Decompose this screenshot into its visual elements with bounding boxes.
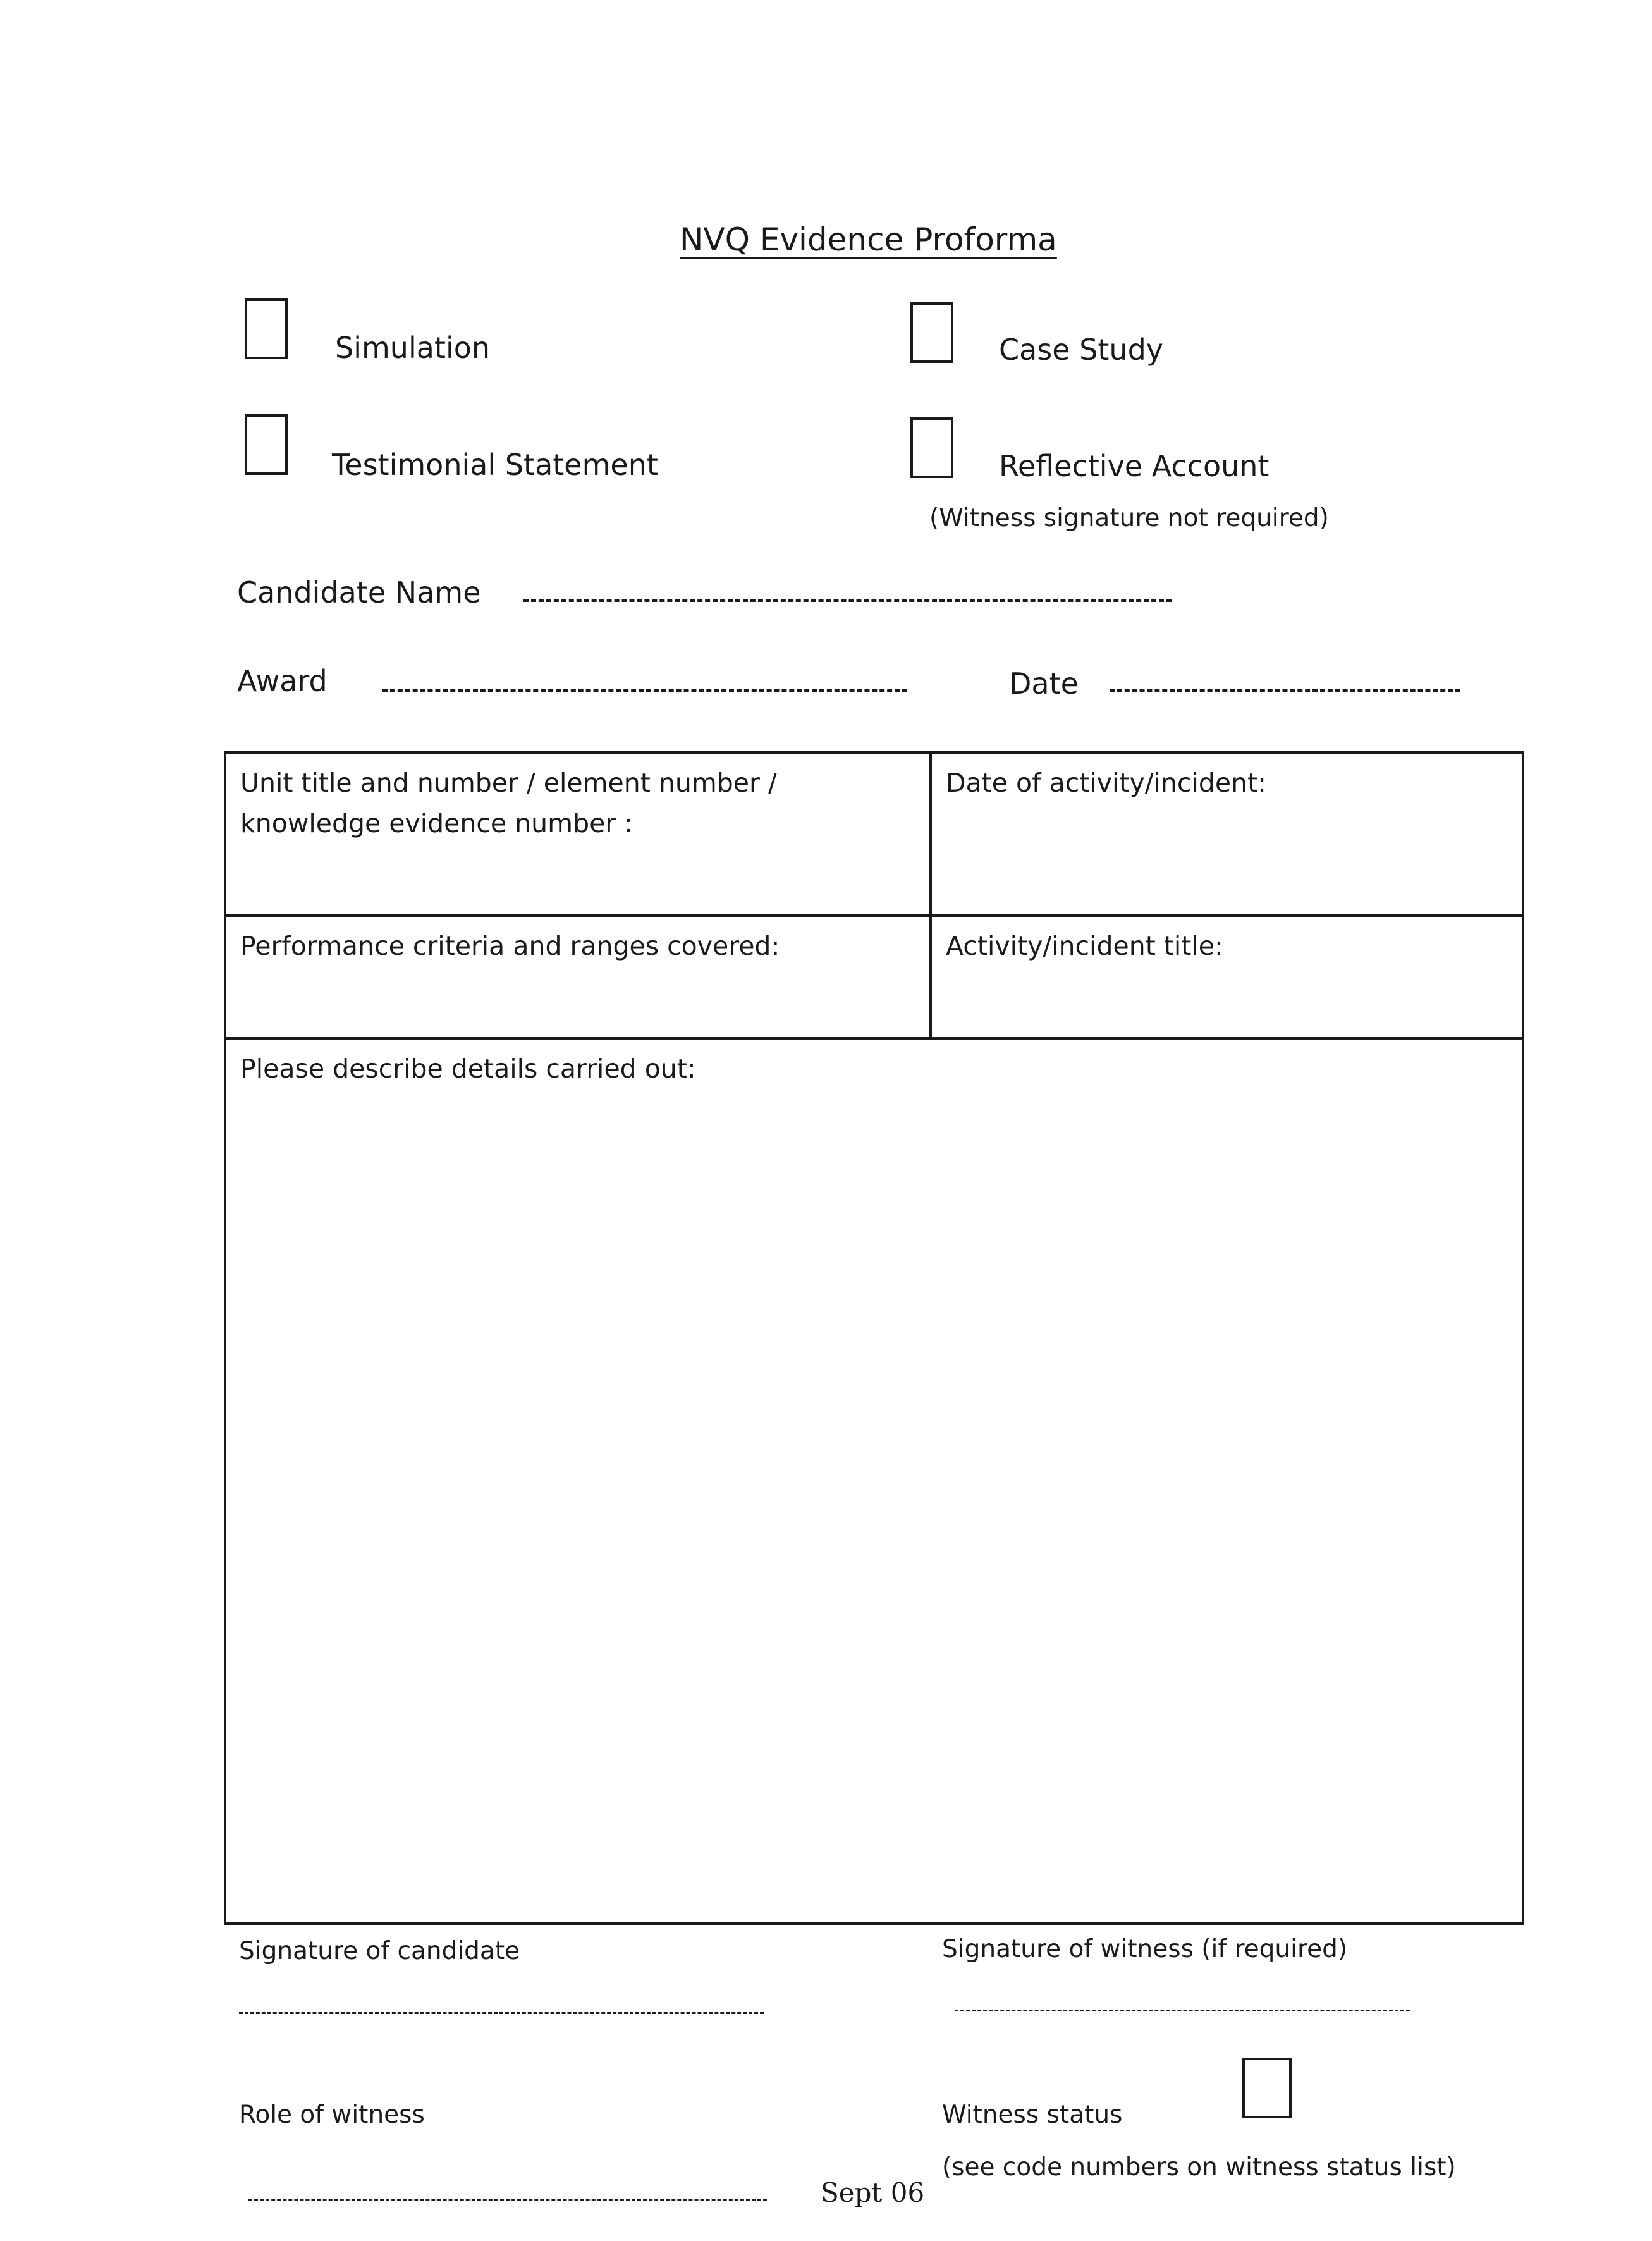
testimonial-statement-checkbox[interactable] — [245, 414, 288, 475]
role-of-witness-label: Role of witness — [239, 2101, 425, 2129]
witness-signature-field[interactable] — [955, 2010, 1410, 2011]
activity-title-label: Activity/incident title: — [946, 931, 1223, 961]
performance-criteria-label: Performance criteria and ranges covered: — [240, 931, 780, 961]
case-study-label: Case Study — [999, 333, 1164, 367]
simulation-label: Simulation — [335, 331, 491, 365]
unit-title-label: Unit title and number / element number / knowledge evidence number : — [240, 768, 777, 838]
evidence-table — [224, 751, 1524, 1925]
award-field[interactable] — [382, 689, 907, 692]
details-cell[interactable] — [226, 1040, 1522, 1922]
witness-status-note: (see code numbers on witness status list) — [942, 2153, 1456, 2182]
reflective-account-label: Reflective Account — [999, 449, 1270, 483]
form-title: NVQ Evidence Proforma — [680, 221, 1057, 258]
footer-version: Sept 06 — [821, 2177, 925, 2208]
reflective-account-note: (Witness signature not required) — [929, 504, 1329, 532]
witness-signature-label: Signature of witness (if required) — [942, 1935, 1348, 1963]
award-label: Award — [237, 664, 327, 698]
reflective-account-checkbox[interactable] — [910, 417, 953, 478]
date-label: Date — [1009, 666, 1079, 701]
candidate-signature-label: Signature of candidate — [239, 1937, 520, 1965]
case-study-checkbox[interactable] — [910, 302, 953, 363]
unit-title-cell[interactable] — [226, 754, 929, 914]
role-of-witness-field[interactable] — [248, 2199, 767, 2201]
performance-criteria-cell[interactable] — [226, 917, 929, 1037]
date-field[interactable] — [1110, 689, 1460, 692]
witness-status-checkbox[interactable] — [1242, 2058, 1292, 2118]
date-of-activity-cell[interactable] — [932, 754, 1520, 914]
activity-title-cell[interactable] — [932, 917, 1520, 1037]
candidate-name-field[interactable] — [523, 599, 1172, 602]
candidate-signature-field[interactable] — [239, 2012, 764, 2014]
simulation-checkbox[interactable] — [245, 298, 288, 359]
testimonial-statement-label: Testimonial Statement — [332, 448, 658, 482]
candidate-name-label: Candidate Name — [237, 575, 481, 610]
date-of-activity-label: Date of activity/incident: — [946, 768, 1266, 798]
witness-status-label: Witness status — [942, 2101, 1123, 2129]
details-label: Please describe details carried out: — [240, 1053, 696, 1084]
